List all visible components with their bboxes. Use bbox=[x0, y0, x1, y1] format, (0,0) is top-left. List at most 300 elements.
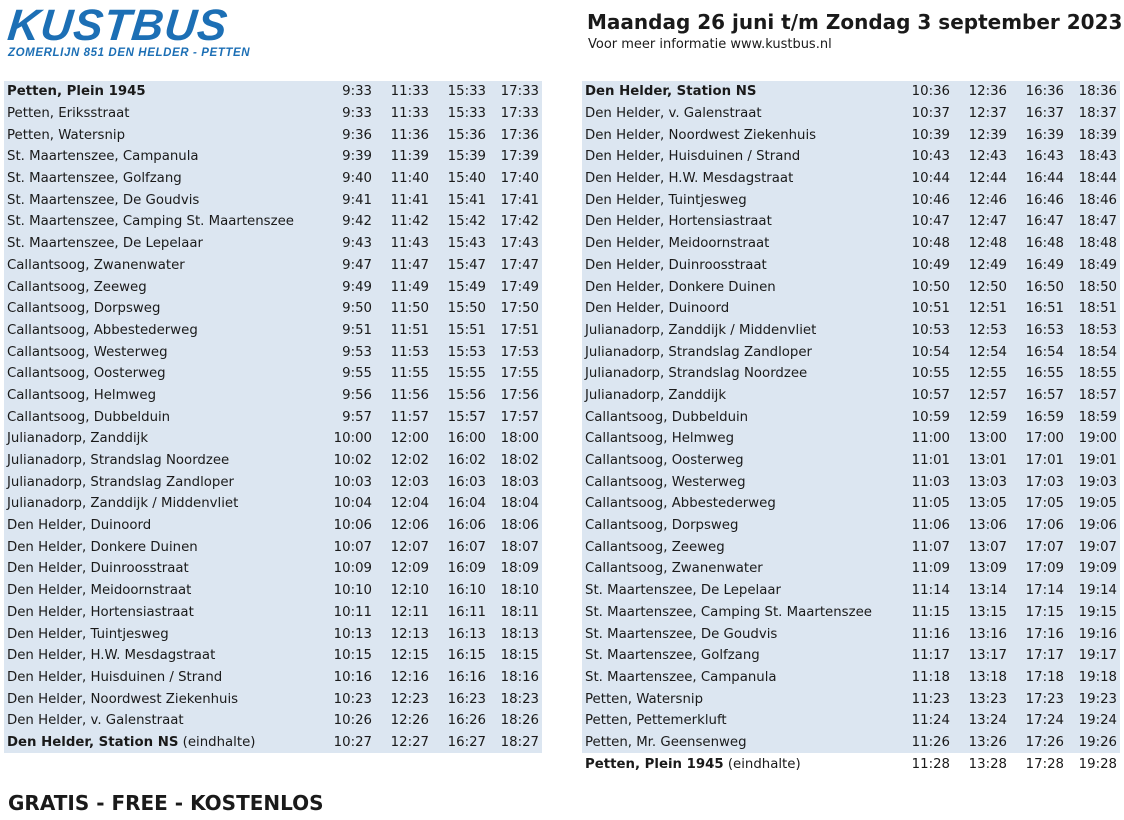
departure-time: 10:10 bbox=[320, 580, 372, 602]
departure-time: 18:02 bbox=[486, 450, 542, 472]
stop-name bbox=[582, 753, 894, 775]
stop-name-text: Julianadorp, Zanddijk / Middenvliet bbox=[7, 496, 239, 512]
stop-name-text: Callantsoog, Abbestederweg bbox=[585, 496, 776, 512]
departure-time: 11:03 bbox=[894, 471, 950, 493]
departure-time: 16:23 bbox=[429, 688, 486, 710]
timetable-row bbox=[582, 558, 1120, 580]
departure-time: 18:11 bbox=[486, 602, 542, 624]
departure-time: 19:05 bbox=[1064, 493, 1120, 515]
departure-time: 18:51 bbox=[1064, 298, 1120, 320]
departure-time: 17:41 bbox=[486, 189, 542, 211]
departure-time: 10:39 bbox=[894, 124, 950, 146]
stop-name-text: Petten, Pettemerkluft bbox=[585, 713, 727, 729]
departure-time: 11:15 bbox=[894, 602, 950, 624]
departure-time: 17:23 bbox=[1007, 688, 1064, 710]
departure-time: 16:16 bbox=[429, 667, 486, 689]
departure-time: 11:09 bbox=[894, 558, 950, 580]
departure-time: 17:40 bbox=[486, 168, 542, 190]
stop-name-text: Callantsoog, Helmweg bbox=[7, 387, 157, 403]
stop-name-text: St. Maartenszee, Golfzang bbox=[585, 648, 760, 664]
departure-time: 11:14 bbox=[894, 580, 950, 602]
timetable-row bbox=[4, 450, 542, 472]
stop-name-text: Callantsoog, Dorpsweg bbox=[7, 301, 161, 317]
departure-time: 17:28 bbox=[1025, 756, 1064, 772]
stop-name-text: Den Helder, Station NS bbox=[585, 84, 757, 100]
timetable-row bbox=[582, 189, 1120, 211]
departure-time: 13:07 bbox=[950, 536, 1007, 558]
stop-name bbox=[582, 168, 894, 190]
free-notice: GRATIS - FREE - KOSTENLOS bbox=[8, 791, 324, 815]
departure-time: 10:47 bbox=[894, 211, 950, 233]
departure-time: 10:09 bbox=[320, 558, 372, 580]
timetable-row bbox=[582, 341, 1120, 363]
timetable-row bbox=[4, 493, 542, 515]
departure-time: 13:28 bbox=[968, 756, 1007, 772]
timetable-row bbox=[582, 406, 1120, 428]
departure-time: 18:04 bbox=[486, 493, 542, 515]
departure-time: 18:44 bbox=[1064, 168, 1120, 190]
departure-time: 15:47 bbox=[429, 255, 486, 277]
stop-name bbox=[4, 103, 320, 125]
departure-time: 11:07 bbox=[894, 536, 950, 558]
departure-time: 17:24 bbox=[1007, 710, 1064, 732]
departure-time: 10:06 bbox=[320, 515, 372, 537]
departure-time: 10:02 bbox=[320, 450, 372, 472]
stop-name bbox=[4, 320, 320, 342]
departure-time: 18:55 bbox=[1064, 363, 1120, 385]
stop-name bbox=[4, 493, 320, 515]
timetable-row bbox=[4, 580, 542, 602]
stop-name bbox=[582, 146, 894, 168]
stop-name bbox=[582, 233, 894, 255]
departure-time: 18:13 bbox=[486, 623, 542, 645]
departure-time: 16:36 bbox=[1007, 81, 1064, 103]
departure-time: 10:16 bbox=[320, 667, 372, 689]
timetable-row bbox=[4, 602, 542, 624]
departure-time: 11:55 bbox=[372, 363, 429, 385]
departure-time: 12:49 bbox=[950, 255, 1007, 277]
timetable-row bbox=[582, 667, 1120, 689]
departure-time: 11:53 bbox=[372, 341, 429, 363]
departure-time: 10:07 bbox=[320, 536, 372, 558]
departure-time: 11:18 bbox=[894, 667, 950, 689]
stop-name-text: Julianadorp, Strandslag Zandloper bbox=[7, 474, 235, 490]
departure-time: 13:14 bbox=[950, 580, 1007, 602]
departure-time: 11:42 bbox=[372, 211, 429, 233]
stop-name-text: St. Maartenszee, Golfzang bbox=[7, 171, 182, 187]
departure-time: 18:36 bbox=[1064, 81, 1120, 103]
timetable-row bbox=[4, 428, 542, 450]
stop-name-text: St. Maartenszee, Campanula bbox=[585, 669, 777, 685]
stop-name-text: St. Maartenszee, Campanula bbox=[7, 149, 199, 165]
departure-time: 12:39 bbox=[950, 124, 1007, 146]
departure-time: 19:00 bbox=[1064, 428, 1120, 450]
timetable-row bbox=[4, 558, 542, 580]
stop-name-text: St. Maartenszee, De Goudvis bbox=[585, 626, 778, 642]
stop-name-text: Callantsoog, Westerweg bbox=[7, 344, 168, 360]
departure-time: 9:57 bbox=[320, 406, 372, 428]
stop-name bbox=[582, 602, 894, 624]
timetable-row bbox=[4, 146, 542, 168]
timetable-row bbox=[582, 471, 1120, 493]
departure-time: 17:43 bbox=[486, 233, 542, 255]
timetable-row bbox=[582, 276, 1120, 298]
departure-time: 15:53 bbox=[429, 341, 486, 363]
timetable-row bbox=[4, 189, 542, 211]
departure-time: 12:47 bbox=[950, 211, 1007, 233]
departure-time: 11:23 bbox=[894, 688, 950, 710]
departure-time: 13:15 bbox=[950, 602, 1007, 624]
stop-name-text: Den Helder, Huisduinen / Strand bbox=[7, 669, 223, 685]
timetable-row bbox=[4, 536, 542, 558]
departure-time: 9:33 bbox=[320, 103, 372, 125]
departure-time: 12:27 bbox=[372, 732, 429, 754]
departure-time: 11:00 bbox=[894, 428, 950, 450]
departure-time: 13:18 bbox=[950, 667, 1007, 689]
departure-time: 15:40 bbox=[429, 168, 486, 190]
stop-name bbox=[4, 146, 320, 168]
departure-time: 17:47 bbox=[486, 255, 542, 277]
timetable-row bbox=[582, 753, 1120, 775]
departure-time: 10:49 bbox=[894, 255, 950, 277]
stop-name-text: Callantsoog, Zeeweg bbox=[7, 279, 147, 295]
departure-time: 18:49 bbox=[1064, 255, 1120, 277]
departure-time: 19:14 bbox=[1064, 580, 1120, 602]
departure-time: 11:17 bbox=[894, 645, 950, 667]
departure-time: 12:59 bbox=[950, 406, 1007, 428]
departure-time: 17:07 bbox=[1007, 536, 1064, 558]
departure-time: 15:51 bbox=[429, 320, 486, 342]
timetable-row bbox=[582, 298, 1120, 320]
timetable-row bbox=[582, 688, 1120, 710]
stop-name-text: Callantsoog, Zeeweg bbox=[585, 539, 725, 555]
departure-time: 19:15 bbox=[1064, 602, 1120, 624]
departure-time: 13:17 bbox=[950, 645, 1007, 667]
departure-time: 16:49 bbox=[1007, 255, 1064, 277]
departure-time: 11:16 bbox=[894, 623, 950, 645]
final-stop-suffix: (eindhalte) bbox=[182, 734, 256, 750]
stop-name bbox=[582, 255, 894, 277]
timetable-petten-den-helder bbox=[4, 81, 542, 753]
departure-time: 12:36 bbox=[950, 81, 1007, 103]
departure-time: 17:00 bbox=[1007, 428, 1064, 450]
stop-name-text: Den Helder, Station NS bbox=[7, 734, 179, 750]
stop-name-text: Callantsoog, Zwanenwater bbox=[7, 257, 185, 273]
departure-time: 13:24 bbox=[950, 710, 1007, 732]
departure-time: 17:33 bbox=[486, 103, 542, 125]
stop-name bbox=[582, 428, 894, 450]
departure-time: 16:11 bbox=[429, 602, 486, 624]
departure-time: 18:48 bbox=[1064, 233, 1120, 255]
stop-name bbox=[4, 645, 320, 667]
stop-name-text: Petten, Eriksstraat bbox=[7, 106, 130, 122]
departure-time: 11:36 bbox=[372, 124, 429, 146]
departure-time: 12:46 bbox=[950, 189, 1007, 211]
departure-time: 11:43 bbox=[372, 233, 429, 255]
departure-time: 9:50 bbox=[320, 298, 372, 320]
departure-time: 16:00 bbox=[429, 428, 486, 450]
departure-time: 16:59 bbox=[1007, 406, 1064, 428]
departure-time: 19:09 bbox=[1064, 558, 1120, 580]
departure-time: 13:16 bbox=[950, 623, 1007, 645]
departure-time: 15:50 bbox=[429, 298, 486, 320]
departure-time: 11:41 bbox=[372, 189, 429, 211]
departure-time: 13:06 bbox=[950, 515, 1007, 537]
timetable-row bbox=[582, 233, 1120, 255]
departure-time: 10:36 bbox=[894, 81, 950, 103]
timetable-row bbox=[582, 320, 1120, 342]
stop-name bbox=[582, 515, 894, 537]
departure-time: 18:37 bbox=[1064, 103, 1120, 125]
stop-name bbox=[582, 320, 894, 342]
stop-name bbox=[4, 124, 320, 146]
timetable-row bbox=[4, 168, 542, 190]
departure-time: 12:00 bbox=[372, 428, 429, 450]
stop-name-text: Julianadorp, Strandslag Noordzee bbox=[585, 366, 808, 382]
stop-name-text: Callantsoog, Abbestederweg bbox=[7, 322, 198, 338]
departure-time: 12:03 bbox=[372, 471, 429, 493]
departure-time: 15:43 bbox=[429, 233, 486, 255]
timetable-row bbox=[582, 732, 1120, 754]
stop-name-text: St. Maartenszee, De Lepelaar bbox=[585, 583, 781, 599]
departure-time: 10:50 bbox=[894, 276, 950, 298]
departure-time: 16:47 bbox=[1007, 211, 1064, 233]
departure-time: 11:33 bbox=[372, 81, 429, 103]
stop-name-text: Callantsoog, Dubbelduin bbox=[7, 409, 171, 425]
departure-time: 15:55 bbox=[429, 363, 486, 385]
departure-time: 15:41 bbox=[429, 189, 486, 211]
kustbus-logo bbox=[5, 1, 278, 59]
stop-name-text: Petten, Plein 1945 bbox=[7, 84, 146, 100]
departure-time: 15:56 bbox=[429, 385, 486, 407]
departure-time: 19:18 bbox=[1064, 667, 1120, 689]
departure-time: 19:06 bbox=[1064, 515, 1120, 537]
stop-name-text: Den Helder, Meidoornstraat bbox=[7, 583, 192, 599]
departure-time: 10:15 bbox=[320, 645, 372, 667]
timetable-row bbox=[582, 710, 1120, 732]
timetable-row bbox=[4, 298, 542, 320]
departure-time: 18:54 bbox=[1064, 341, 1120, 363]
stop-name-text: Callantsoog, Oosterweg bbox=[7, 366, 166, 382]
departure-time: 10:03 bbox=[320, 471, 372, 493]
departure-time: 13:09 bbox=[950, 558, 1007, 580]
departure-time: 18:43 bbox=[1064, 146, 1120, 168]
departure-time: 11:57 bbox=[372, 406, 429, 428]
stop-name-text: St. Maartenszee, Camping St. Maartenszee bbox=[585, 604, 872, 620]
stop-name-text: Julianadorp, Zanddijk / Middenvliet bbox=[585, 322, 817, 338]
departure-time: 12:04 bbox=[372, 493, 429, 515]
stop-name-text: Petten, Plein 1945 bbox=[585, 756, 724, 772]
departure-time: 19:24 bbox=[1064, 710, 1120, 732]
departure-time: 11:39 bbox=[372, 146, 429, 168]
stop-name-text: Julianadorp, Strandslag Noordzee bbox=[7, 453, 230, 469]
timetable-row bbox=[4, 363, 542, 385]
timetable-row bbox=[4, 320, 542, 342]
stop-name-text: Callantsoog, Helmweg bbox=[585, 431, 735, 447]
stop-name bbox=[582, 558, 894, 580]
stop-name-text: Callantsoog, Zwanenwater bbox=[585, 561, 763, 577]
departure-time: 11:56 bbox=[372, 385, 429, 407]
departure-time: 9:40 bbox=[320, 168, 372, 190]
stop-name-text: Den Helder, Tuintjesweg bbox=[585, 192, 747, 208]
departure-time: 17:42 bbox=[486, 211, 542, 233]
stop-name-text: Den Helder, Duinoord bbox=[7, 518, 152, 534]
stop-name bbox=[582, 536, 894, 558]
departure-time: 13:23 bbox=[950, 688, 1007, 710]
timetable-row bbox=[4, 623, 542, 645]
timetable-row bbox=[582, 255, 1120, 277]
departure-time: 13:26 bbox=[950, 732, 1007, 754]
stop-name bbox=[582, 667, 894, 689]
departure-time: 9:41 bbox=[320, 189, 372, 211]
departure-time: 18:03 bbox=[486, 471, 542, 493]
stop-name-text: Den Helder, Duinroosstraat bbox=[585, 257, 767, 273]
departure-time: 16:37 bbox=[1007, 103, 1064, 125]
stop-name-text: Callantsoog, Dubbelduin bbox=[585, 409, 749, 425]
departure-time: 10:27 bbox=[320, 732, 372, 754]
departure-time: 15:33 bbox=[429, 103, 486, 125]
departure-time: 12:11 bbox=[372, 602, 429, 624]
departure-time: 12:53 bbox=[950, 320, 1007, 342]
stop-name-text: Callantsoog, Westerweg bbox=[585, 474, 746, 490]
stop-name-text: Den Helder, Donkere Duinen bbox=[7, 539, 198, 555]
stop-name-text: Callantsoog, Oosterweg bbox=[585, 453, 744, 469]
stop-name bbox=[582, 645, 894, 667]
departure-time: 17:56 bbox=[486, 385, 542, 407]
departure-time: 17:57 bbox=[486, 406, 542, 428]
stop-name bbox=[4, 276, 320, 298]
stop-name-text: Julianadorp, Strandslag Zandloper bbox=[585, 344, 813, 360]
departure-time: 13:00 bbox=[950, 428, 1007, 450]
departure-time: 19:03 bbox=[1064, 471, 1120, 493]
stop-name bbox=[4, 602, 320, 624]
departure-time: 16:15 bbox=[429, 645, 486, 667]
departure-time: 12:15 bbox=[372, 645, 429, 667]
departure-time: 9:55 bbox=[320, 363, 372, 385]
stop-name bbox=[4, 450, 320, 472]
stop-name bbox=[582, 688, 894, 710]
departure-time: 18:26 bbox=[486, 710, 542, 732]
stop-name-text: Den Helder, Tuintjesweg bbox=[7, 626, 169, 642]
departure-time: 12:23 bbox=[372, 688, 429, 710]
departure-time: 10:48 bbox=[894, 233, 950, 255]
logo-wordmark: KUSTBUS bbox=[5, 1, 231, 50]
departure-time: 12:06 bbox=[372, 515, 429, 537]
timetable-row bbox=[4, 710, 542, 732]
stop-name-text: Julianadorp, Zanddijk bbox=[585, 387, 727, 403]
timetable-row bbox=[4, 732, 542, 754]
departure-time: 18:50 bbox=[1064, 276, 1120, 298]
stop-name bbox=[582, 276, 894, 298]
stop-name-text: Petten, Mr. Geensenweg bbox=[585, 734, 747, 750]
departure-time: 12:37 bbox=[950, 103, 1007, 125]
departure-time: 18:07 bbox=[486, 536, 542, 558]
departure-time: 16:44 bbox=[1007, 168, 1064, 190]
departure-time: 16:51 bbox=[1007, 298, 1064, 320]
departure-time: 9:43 bbox=[320, 233, 372, 255]
departure-time: 11:05 bbox=[894, 493, 950, 515]
departure-time: 12:02 bbox=[372, 450, 429, 472]
departure-time: 10:43 bbox=[894, 146, 950, 168]
departure-time: 12:07 bbox=[372, 536, 429, 558]
stop-name bbox=[4, 233, 320, 255]
departure-time: 9:49 bbox=[320, 276, 372, 298]
departure-time: 16:54 bbox=[1007, 341, 1064, 363]
departure-time: 17:33 bbox=[486, 81, 542, 103]
departure-time: 18:59 bbox=[1064, 406, 1120, 428]
departure-time: 17:51 bbox=[486, 320, 542, 342]
departure-time: 15:42 bbox=[429, 211, 486, 233]
departure-time: 12:51 bbox=[950, 298, 1007, 320]
departure-time: 17:50 bbox=[486, 298, 542, 320]
departure-time: 9:36 bbox=[320, 124, 372, 146]
timetable-row bbox=[582, 168, 1120, 190]
timetable-row bbox=[582, 602, 1120, 624]
departure-time: 9:47 bbox=[320, 255, 372, 277]
departure-time: 18:09 bbox=[486, 558, 542, 580]
departure-time: 16:46 bbox=[1007, 189, 1064, 211]
stop-name-text: Petten, Watersnip bbox=[7, 127, 126, 143]
departure-time: 12:10 bbox=[372, 580, 429, 602]
departure-time: 10:46 bbox=[894, 189, 950, 211]
timetable-row bbox=[582, 363, 1120, 385]
departure-time: 12:16 bbox=[372, 667, 429, 689]
timetable-row bbox=[4, 471, 542, 493]
stop-name bbox=[582, 189, 894, 211]
departure-time: 18:06 bbox=[486, 515, 542, 537]
stop-name-text: St. Maartenszee, De Lepelaar bbox=[7, 236, 203, 252]
departure-time: 18:00 bbox=[486, 428, 542, 450]
timetable-row bbox=[4, 103, 542, 125]
stop-name-text: Petten, Watersnip bbox=[585, 691, 704, 707]
departure-time: 9:39 bbox=[320, 146, 372, 168]
departure-time: 18:10 bbox=[486, 580, 542, 602]
departure-time: 16:13 bbox=[429, 623, 486, 645]
stop-name bbox=[582, 623, 894, 645]
departure-time: 15:33 bbox=[429, 81, 486, 103]
departure-time: 17:26 bbox=[1007, 732, 1064, 754]
timetable-row bbox=[582, 536, 1120, 558]
departure-time: 12:57 bbox=[950, 385, 1007, 407]
timetable-row bbox=[582, 146, 1120, 168]
departure-time: 11:33 bbox=[372, 103, 429, 125]
departure-time: 11:28 bbox=[911, 756, 950, 772]
departure-time: 17:53 bbox=[486, 341, 542, 363]
stop-name bbox=[582, 471, 894, 493]
departure-time: 12:48 bbox=[950, 233, 1007, 255]
departure-time: 17:55 bbox=[486, 363, 542, 385]
stop-name bbox=[4, 428, 320, 450]
departure-time: 13:05 bbox=[950, 493, 1007, 515]
departure-time: 16:27 bbox=[429, 732, 486, 754]
stop-name bbox=[582, 493, 894, 515]
departure-time: 12:13 bbox=[372, 623, 429, 645]
departure-time: 9:56 bbox=[320, 385, 372, 407]
stop-name bbox=[582, 363, 894, 385]
stop-name-text: St. Maartenszee, Camping St. Maartenszee bbox=[7, 214, 294, 230]
stop-name bbox=[4, 406, 320, 428]
departure-time: 18:16 bbox=[486, 667, 542, 689]
timetable-row bbox=[4, 515, 542, 537]
info-line: Voor meer informatie www.kustbus.nl bbox=[588, 37, 832, 52]
departure-time: 18:53 bbox=[1064, 320, 1120, 342]
departure-time: 16:09 bbox=[429, 558, 486, 580]
departure-time: 17:16 bbox=[1007, 623, 1064, 645]
timetable-row bbox=[582, 623, 1120, 645]
stop-name bbox=[582, 298, 894, 320]
departure-time: 16:50 bbox=[1007, 276, 1064, 298]
stop-name bbox=[4, 732, 320, 754]
